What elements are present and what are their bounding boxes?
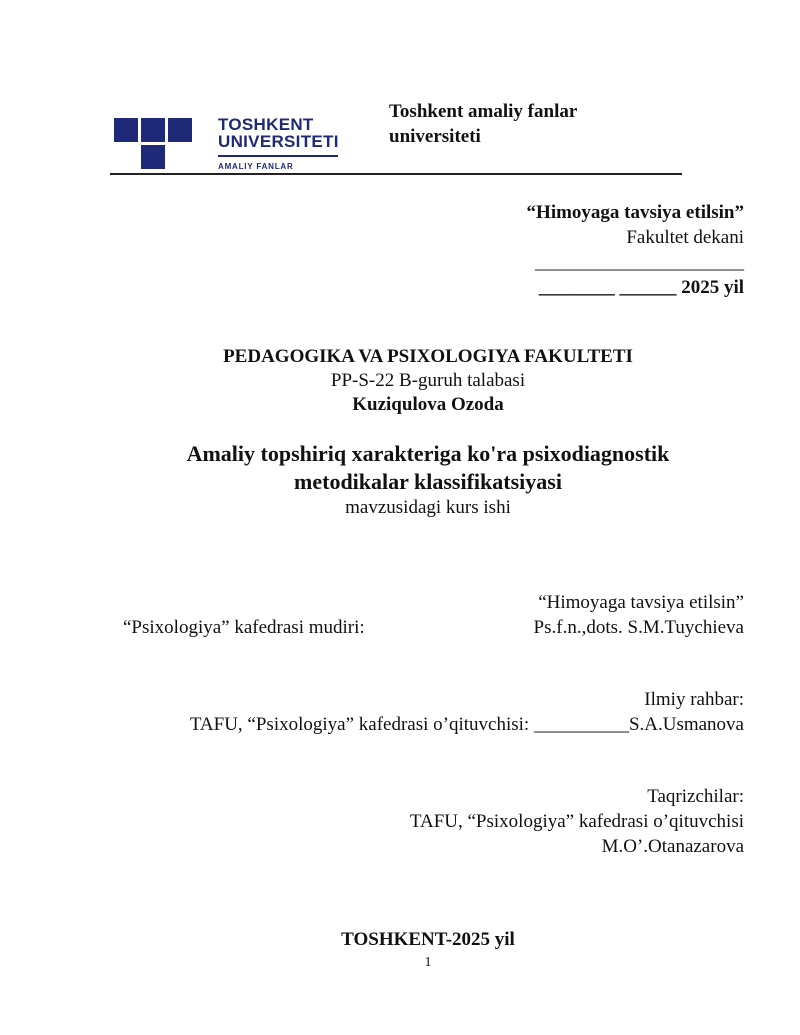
logo-square bbox=[141, 118, 165, 142]
reviewers-line: TAFU, “Psixologiya” kafedrasi o’qituvchisi bbox=[409, 811, 744, 832]
supervisor-title: Ilmiy rahbar: bbox=[644, 689, 744, 710]
student-group: PP-S-22 B-guruh talabasi bbox=[330, 370, 526, 391]
logo-square bbox=[141, 145, 165, 169]
approval-title: “Himoyaga tavsiya etilsin” bbox=[526, 202, 744, 223]
reviewers-name: M.O’.Otanazarova bbox=[601, 836, 744, 857]
topic-line1: Amaliy topshiriq xarakteriga ko'ra psixodiagnostik bbox=[186, 441, 670, 466]
supervisor-line: TAFU, “Psixologiya” kafedrasi o’qituvchisi: __________S.A.Usmanova bbox=[189, 714, 744, 735]
page-number: 1 bbox=[424, 955, 432, 970]
logo-bar bbox=[218, 155, 338, 157]
reviewers-title: Taqrizchilar: bbox=[647, 786, 744, 807]
university-name bbox=[389, 99, 577, 149]
topic-subtitle: mavzusidagi kurs ishi bbox=[345, 497, 511, 518]
logo-square bbox=[168, 118, 192, 142]
approval-role: Fakultet dekani bbox=[626, 227, 744, 248]
student-name: Kuziqulova Ozoda bbox=[352, 394, 504, 415]
approval-date-line: ________ ______ 2025 yil bbox=[538, 277, 744, 298]
header-rule bbox=[110, 173, 682, 175]
university-logo bbox=[114, 115, 344, 177]
topic-line2: metodikalar klassifikatsiyasi bbox=[294, 469, 562, 494]
department-head-name: Ps.f.n.,dots. S.M.Tuychieva bbox=[533, 617, 744, 638]
department-recommend: “Himoyaga tavsiya etilsin” bbox=[538, 592, 744, 613]
faculty-name: PEDAGOGIKA VA PSIXOLOGIYA FAKULTETI bbox=[223, 346, 633, 367]
city-year: TOSHKENT-2025 yil bbox=[341, 929, 515, 950]
logo-text-line1: TOSHKENT bbox=[218, 115, 314, 134]
department-head-label: “Psixologiya” kafedrasi mudiri: bbox=[123, 617, 365, 638]
logo-square bbox=[114, 118, 138, 142]
approval-signature-line: ______________________ bbox=[535, 252, 744, 273]
university-name-line1: Toshkent amaliy fanlar bbox=[389, 101, 578, 122]
university-name-line2: universiteti bbox=[389, 126, 481, 147]
logo-text-line2: UNIVERSITETI bbox=[218, 132, 339, 151]
logo-text-line3: AMALIY FANLAR bbox=[218, 162, 294, 171]
